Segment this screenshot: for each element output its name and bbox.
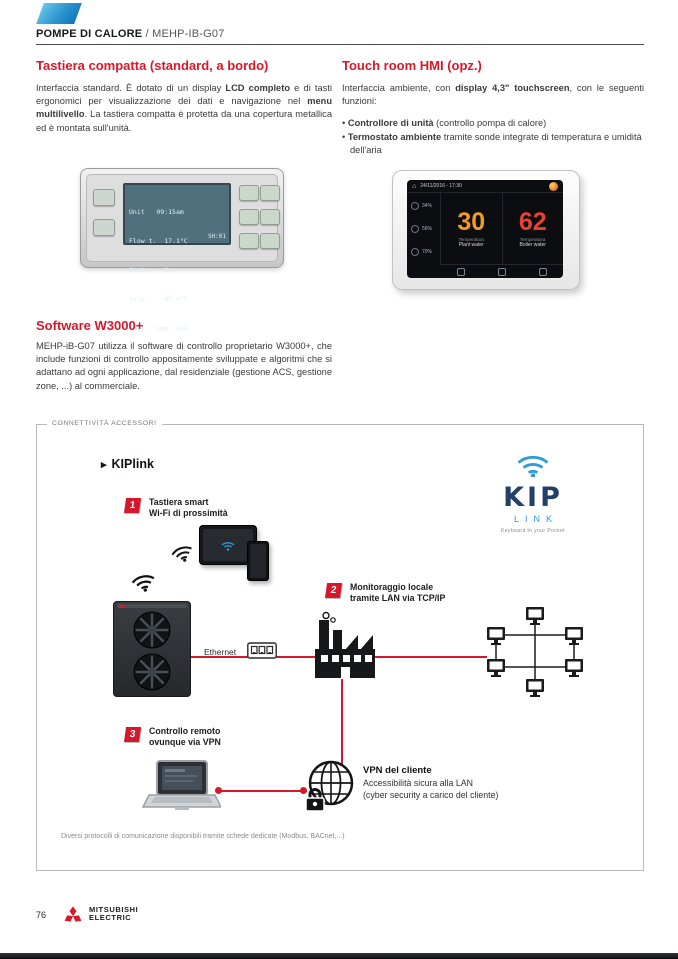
bottom-page-edge: [0, 953, 678, 959]
hmi-screen: [407, 180, 563, 278]
keypad-lcd-display: [123, 183, 231, 333]
step-line: Monitoraggio locale: [350, 582, 434, 592]
tablet-screen: [203, 529, 253, 561]
keypad-button: [239, 233, 259, 249]
fan-icon: [122, 610, 182, 650]
text-segment: Interfaccia ambiente, con: [342, 83, 456, 93]
step-line: Tastiera smart: [149, 497, 209, 507]
hmi-sidebar: [407, 193, 441, 265]
ethernet-port-icon: [247, 641, 277, 666]
unit-brand-mark: [119, 605, 125, 608]
three-diamonds-icon: [62, 904, 84, 924]
step-line: ovunque via VPN: [149, 737, 221, 748]
header-category: POMPE DI CALORE: [36, 28, 143, 40]
vpn-globe-lock-icon: [305, 759, 355, 818]
protocols-footnote: Diversi protocolli di comunicazione disponibili tramite schede dedicate (Modbus, BACnet,...): [61, 833, 345, 840]
bullet-item: [342, 117, 644, 130]
text-bold-segment: LCD completo: [225, 83, 291, 93]
tastiera-paragraph: [36, 82, 332, 135]
connector-line-laptop-vpn: [219, 790, 307, 792]
kiplink-logo: [473, 451, 593, 534]
text-segment: Interfaccia standard. È dotato di un display: [36, 83, 226, 93]
text-segment: . La tastiera compatta è protetta da una copertura metallica ed è montata sull'unità.: [36, 109, 332, 133]
mitsubishi-electric-logo: [62, 904, 138, 924]
keypad-button: [239, 209, 259, 225]
wifi-icon: [129, 569, 160, 600]
hmi-topbar: [407, 180, 563, 193]
ethernet-label: Ethernet: [204, 647, 237, 657]
keypad-button: [239, 185, 259, 201]
wifi-icon: [221, 540, 235, 551]
step-badge-2: 2: [325, 583, 342, 598]
hmi-date: 24/11/2016 - 17:30: [420, 183, 462, 189]
bullet-bold: Controllore di unità: [347, 118, 434, 128]
laptop-image: [141, 759, 221, 822]
arrow-icon: ▸: [101, 459, 107, 471]
phone-screen: [250, 544, 266, 578]
hmi-right-sub: Temperatura: [520, 237, 546, 242]
vpn-line1: Accessibilità sicura alla LAN: [363, 778, 474, 788]
kiplink-title: KIPlink: [111, 457, 154, 471]
hmi-left-reading: [441, 193, 502, 265]
touch-bullet-list: [342, 117, 644, 159]
lcd-line: Unit 09:15am: [129, 207, 184, 216]
factory-icon: [313, 611, 377, 686]
value-number: 62: [518, 208, 547, 236]
hmi-side-row: [411, 225, 436, 233]
hmi-side-value: 56%: [422, 225, 433, 232]
mode-icon: [498, 268, 506, 276]
bullet-item: [342, 131, 644, 157]
step-text-2: [350, 582, 445, 605]
hmi-right-reading: [502, 193, 564, 265]
page-header: [36, 28, 225, 40]
touch-hmi-figure: [392, 170, 580, 290]
lcd-line: Status On: [129, 266, 173, 274]
text-segment: e di tasti ergonomici per visualizzazione dei dati e navigazione nel: [36, 83, 332, 107]
mode-icon: [457, 268, 465, 276]
vpn-title: VPN del cliente: [363, 765, 432, 776]
mode-icon: [539, 268, 547, 276]
link-logo-text: LINK: [513, 514, 558, 524]
step-badge-1: 1: [124, 498, 141, 513]
connectivity-box: [36, 420, 644, 871]
step-badge-3: 3: [124, 727, 141, 742]
hmi-bottombar: [441, 264, 563, 278]
step-text-1: [149, 497, 228, 520]
smartphone-image: [247, 541, 269, 581]
hmi-left-sub: Temperatura: [458, 237, 484, 242]
touch-paragraph: [342, 82, 644, 108]
vpn-line2: (cyber security a carico del cliente): [363, 790, 499, 800]
keypad-button: [260, 185, 280, 201]
home-icon: ⌂: [412, 182, 417, 190]
gauge-icon: [411, 202, 419, 210]
hmi-left-value: [457, 210, 485, 235]
heat-pump-unit-image: [113, 601, 191, 697]
kiplink-heading: [101, 457, 154, 471]
keypad-left-button: [93, 219, 115, 236]
header-model: MEHP-IB-G07: [152, 28, 225, 40]
hmi-side-value: 34%: [422, 203, 433, 210]
keypad-button: [260, 233, 280, 249]
section-title-software: Software W3000+: [36, 318, 144, 333]
bullet-bold: Termostato ambiente: [347, 132, 442, 143]
unit-top-panel: [117, 604, 187, 608]
hmi-side-row: [411, 202, 436, 210]
text-segment: , con le seguenti funzioni:: [342, 83, 644, 107]
kip-logo-tagline: Keyboard In your Pocket: [501, 528, 565, 534]
bullet-text: (controllo pompa di calore): [433, 118, 547, 128]
keypad-left-button: [93, 189, 115, 206]
step-text-3: [149, 726, 221, 749]
lcd-line: Setp. 45.0°C: [129, 295, 188, 304]
kip-logo-text: KIP: [503, 482, 563, 513]
bullet-marker: •: [342, 132, 346, 143]
hmi-right-value: [519, 210, 547, 235]
brand-text: [89, 906, 138, 923]
keypad-button: [260, 209, 280, 225]
value-number: 30: [457, 208, 486, 236]
section-title-tastiera: Tastiera compatta (standard, a bordo): [36, 58, 269, 73]
fan-icon: [122, 652, 182, 692]
lcd-line: Flow t. 17.1°C: [129, 236, 188, 245]
blue-flag-logo: [36, 3, 82, 24]
hmi-side-value: 70%: [422, 248, 433, 255]
text-bold-segment: menu multilivello: [36, 96, 332, 120]
bullet-text: tramite sonde integrate di temperatura e umidità dell'aria: [350, 132, 642, 156]
hmi-left-label: Plant water: [458, 242, 484, 248]
lan-network-icon: [487, 607, 583, 704]
lcd-line: Cool 100 100: [129, 324, 188, 333]
hmi-right-label: Boiler water: [519, 242, 546, 248]
section-title-touch-hmi: Touch room HMI (opz.): [342, 58, 482, 73]
header-rule: [36, 44, 644, 45]
step-line: Controllo remoto: [149, 726, 221, 736]
brand-line: ELECTRIC: [89, 913, 132, 922]
gauge-icon: [411, 248, 419, 256]
connectivity-box-label: CONNETTIVITÀ ACCESSORI: [47, 420, 162, 427]
software-paragraph: MEHP-iB-G07 utilizza il software di controllo proprietario W3000+, che include funzioni di controllo appositamente sviluppate e algoritmi che si adattano ad ogni applicazione, dal residenziale (gestione ACS, gestione zone, ...) al commerciale.: [36, 341, 332, 391]
hmi-brand-dot-icon: [549, 182, 558, 191]
step-line: tramite LAN via TCP/IP: [350, 593, 446, 604]
gauge-icon: [411, 225, 419, 233]
hmi-main-area: [441, 193, 563, 265]
hmi-side-row: [411, 248, 436, 256]
page-number: 76: [36, 910, 47, 920]
connector-line-factory-network: [375, 656, 487, 658]
header-separator: /: [142, 28, 153, 40]
wifi-icon: [515, 451, 551, 477]
text-bold-segment: display 4,3" touchscreen: [455, 83, 570, 93]
wifi-icon: [168, 540, 198, 570]
step-line: Wi-Fi di prossimità: [149, 508, 228, 519]
brand-line: MITSUBISHI: [89, 904, 139, 914]
lcd-status-badge: SH:01: [207, 233, 226, 240]
bullet-marker: •: [342, 118, 346, 128]
